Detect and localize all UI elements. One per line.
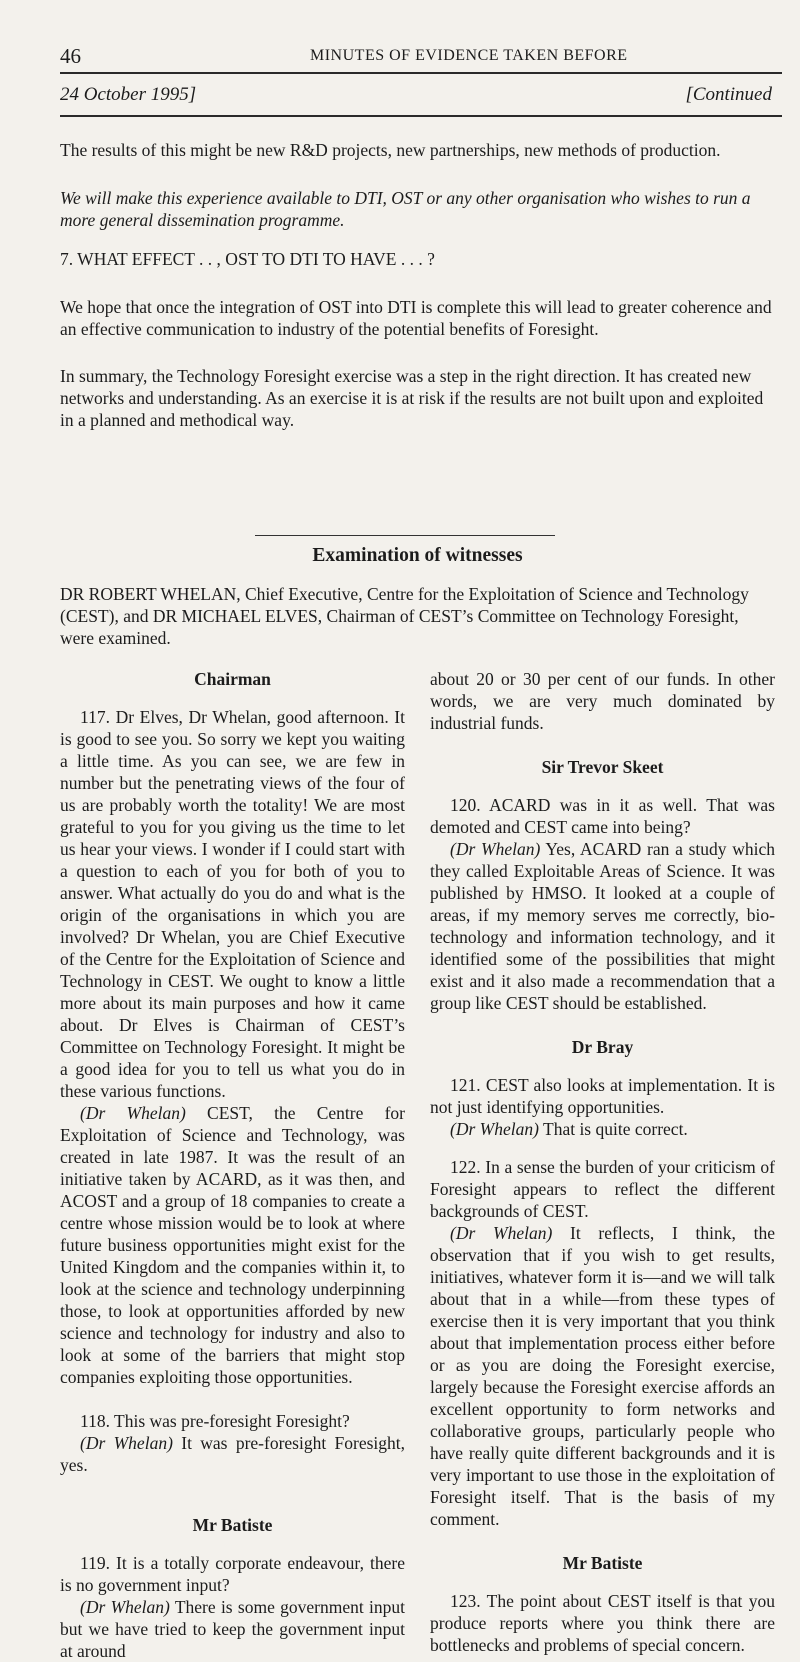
speaker-heading: Mr Batiste <box>562 1553 643 1573</box>
speaker-heading: Sir Trevor Skeet <box>541 757 664 777</box>
page-number: 46 <box>60 44 81 68</box>
answer-117 <box>60 1102 405 1388</box>
header-rule-top <box>60 72 782 74</box>
answer-text: It reflects, I think, the observation that if you wish to get results, initiatives, whatever form it is—and we will talk about that in a while—from these types of exercise then it is very important that you think about that implementation process either before or as you are doing the Foresight exercise, largely because the Foresight exercise affords an excellent opportunity to form networks and collaborative groups, particularly people who have really quite different backgrounds and it is very important to use those in the exploitation of Foresight itself. That is the basis of my comment. <box>430 1223 775 1529</box>
examination-heading: Examination of witnesses <box>312 545 523 566</box>
intro-paragraph-3: We hope that once the integration of OST into DTI is complete this will lead to greater coherence and an effective communication to industry of the potential benefits of Foresight. <box>60 297 772 339</box>
answer-122 <box>430 1222 775 1530</box>
answer-speaker: (Dr Whelan) <box>80 1597 170 1617</box>
header-rule-bottom <box>60 115 782 117</box>
answer-speaker: (Dr Whelan) <box>80 1433 173 1453</box>
running-title: MINUTES OF EVIDENCE TAKEN BEFORE <box>310 47 628 64</box>
intro-paragraph-2: We will make this experience available to DTI, OST or any other organisation who wishes to run a more general dissemination programme. <box>60 188 751 230</box>
answer-speaker: (Dr Whelan) <box>450 839 541 859</box>
question-121: 121. CEST also looks at implementation. It is not just identifying opportunities. <box>430 1075 775 1117</box>
answer-text: That is quite correct. <box>543 1119 688 1139</box>
answer-speaker: (Dr Whelan) <box>450 1223 553 1243</box>
question-117: 117. Dr Elves, Dr Whelan, good afternoon. It is good to see you. So sorry we kept you waiting a little time. As you can see, we are few in number but the penetrating views of the four of us are probably worth the totality! We are most grateful to you for you giving us the time to let us hear your views. I wonder if I could start with a question to each of you for both of you to answer. What actually do you do and what is the origin of the organisations in which you are involved? Dr Whelan, you are Chief Executive of the Centre for the Exploitation of Science and Technology in CEST. We ought to know a little more about its main purposes and how it came about. Dr Elves is Chairman of CEST’s Committee on Technology Foresight. It might be a good idea for you to tell us what you do in these various functions. <box>60 707 405 1101</box>
right-column <box>430 668 775 1656</box>
question-120: 120. ACARD was in it as well. That was demoted and CEST came into being? <box>430 795 775 837</box>
section-7-heading: 7. WHAT EFFECT . . , OST TO DTI TO HAVE . . . ? <box>60 249 435 269</box>
left-column <box>60 668 405 1662</box>
answer-text: Yes, ACARD ran a study which they called Exploitable Areas of Science. It was published by HMSO. It looked at a couple of areas, if my memory serves me correctly, bio-technology and information technology, and it identified some of the possibilities that might exist and it also made a recommendation that a group like CEST should be established. <box>430 839 775 1013</box>
answer-text: There is some government input but we have tried to keep the government input at around <box>60 1597 405 1661</box>
answer-speaker: (Dr Whelan) <box>450 1119 539 1139</box>
question-119: 119. It is a totally corporate endeavour, there is no government input? <box>60 1553 405 1595</box>
speaker-heading: Chairman <box>194 669 271 689</box>
question-123: 123. The point about CEST itself is that you produce reports where you think there are bottlenecks and problems of special concern. <box>430 1591 775 1655</box>
answer-text: CEST, the Centre for Exploitation of Science and Technology, was created in late 1987. It was the result of an initiative taken by ACARD, as it was then, and ACOST and a group of 18 companies to create a centre whose mission would be to look at where future business opportunities might exist for the United Kingdom and the companies within it, to look at the science and technology underpinning those, to look at opportunities afforded by new science and technology for industry and also to look at some of the barriers that might stop companies exploiting those opportunities. <box>60 1103 406 1387</box>
answer-118 <box>60 1432 405 1476</box>
speaker-heading: Dr Bray <box>571 1037 634 1057</box>
continued-answer: about 20 or 30 per cent of our funds. In other words, we are very much dominated by industrial funds. <box>430 669 775 733</box>
intro-paragraph-1: The results of this might be new R&D projects, new partnerships, new methods of production. <box>60 140 721 160</box>
answer-speaker: (Dr Whelan) <box>80 1103 186 1123</box>
intro-paragraph-4: In summary, the Technology Foresight exercise was a step in the right direction. It has created new networks and understanding. As an exercise it is at risk if the results are not built upon and exploited in a planned and methodical way. <box>60 366 764 430</box>
section-divider <box>255 535 555 536</box>
question-118: 118. This was pre-foresight Foresight? <box>80 1411 350 1431</box>
answer-119 <box>60 1596 405 1662</box>
continued-label: [Continued <box>685 84 772 105</box>
question-122: 122. In a sense the burden of your criticism of Foresight appears to reflect the different backgrounds of CEST. <box>430 1157 775 1221</box>
sitting-date: 24 October 1995] <box>60 84 197 105</box>
witnesses-paragraph: DR ROBERT WHELAN, Chief Executive, Centre for the Exploitation of Science and Technology (CEST), and DR MICHAEL ELVES, Chairman of CEST’s Committee on Technology Foresight, were examined. <box>60 584 749 648</box>
speaker-heading: Mr Batiste <box>192 1515 273 1535</box>
answer-120 <box>430 838 775 1014</box>
answer-text: It was pre-foresight Foresight, yes. <box>60 1433 406 1475</box>
answer-121 <box>430 1118 775 1140</box>
